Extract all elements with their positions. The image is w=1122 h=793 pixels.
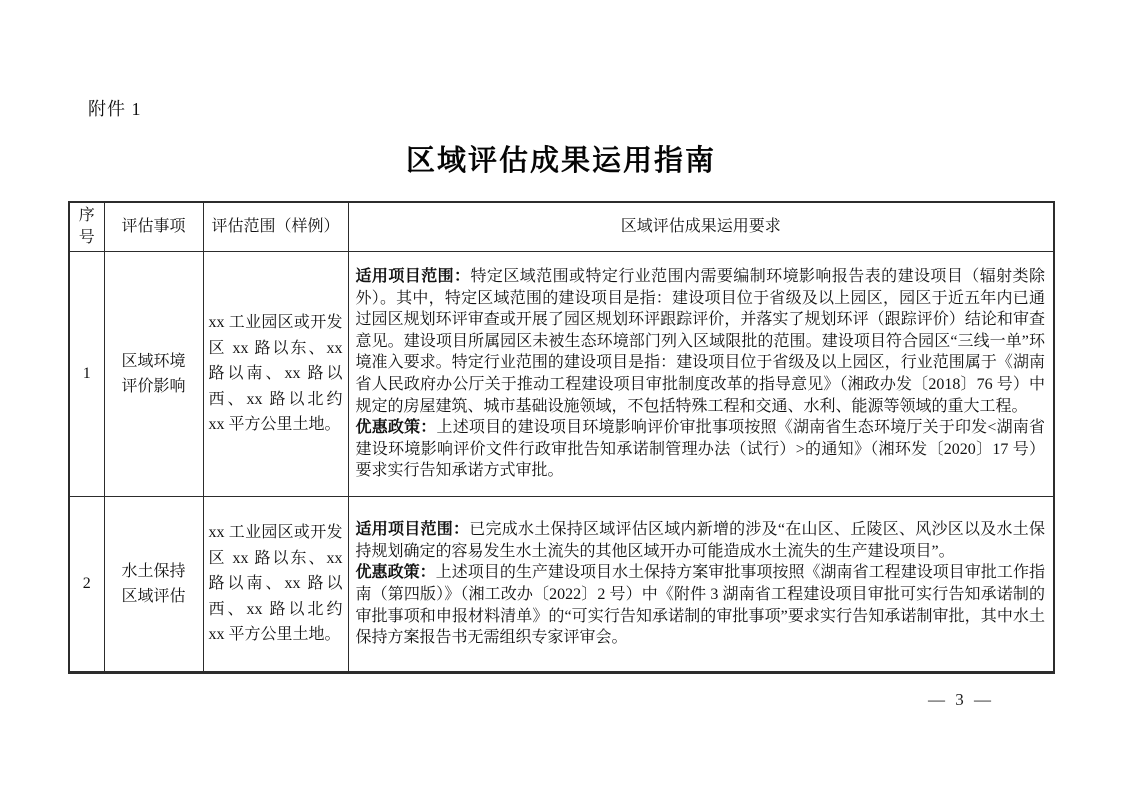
row1-policy-paragraph-text: 上述项目的建设项目环境影响评价审批事项按照《湖南省生态环境厅关于印发<湖南省建设环境影响评价文件行政审批告知承诺制管理办法（试行）>的通知》（湘环发〔2020〕17 号）要求实行告知承诺方式审批。 bbox=[355, 419, 1045, 480]
row2-item-line1: 水土保持 bbox=[121, 563, 186, 580]
row2-requirements-cell bbox=[348, 497, 1054, 673]
assessment-table bbox=[68, 201, 1055, 674]
row1-item-line1: 区域环境 bbox=[121, 353, 186, 370]
attachment-label: 附件 1 bbox=[88, 99, 142, 119]
page-title: 区域评估成果运用指南 bbox=[405, 145, 716, 177]
row1-scope-paragraph-label: 适用项目范围： bbox=[355, 268, 471, 286]
row2-scope-paragraph-text: 已完成水土保持区域评估区域内新增的涉及“在山区、丘陵区、风沙区以及水土保持规划确定的容易发生水土流失的其他区域开办可能造成水土流失的生产建设项目”。 bbox=[355, 521, 1045, 560]
row1-item-line2: 评价影响 bbox=[121, 378, 186, 395]
page-number: — 3 — bbox=[928, 690, 994, 709]
row2-scope-cell: xx 工业园区或开发区 xx 路以东、xx 路以南、xx 路以西、xx 路以北约 xx 平方公里土地。 bbox=[203, 497, 348, 673]
row1-item-cell bbox=[104, 252, 203, 497]
table-row bbox=[69, 252, 1054, 497]
column-header-scope: 评估范围（样例） bbox=[203, 202, 348, 252]
row1-scope-paragraph-text: 特定区域范围或特定行业范围内需要编制环境影响报告表的建设项目（辐射类除外）。其中，特定区域范围的建设项目是指：建设项目位于省级及以上园区，园区于近五年内已通过园区规划环评审查或开展了园区规划环评跟踪评价，并落实了规划环评（跟踪评价）结论和审查意见。建设项目所属园区未被生态环境部门列入区域限批的范围。建设项目符合园区“三线一单”环境准入要求。特定行业范围的建设项目是指：建设项目位于省级及以上园区，行业范围属于《湖南省人民政府办公厅关于推动工程建设项目审批制度改革的指导意见》（湘政办发〔2018〕76 号）中规定的房屋建筑、城市基础设施领域，不包括特殊工程和交通、水利、能源等领域的重大工程。 bbox=[355, 268, 1045, 415]
row1-policy-paragraph-label: 优惠政策： bbox=[355, 419, 437, 437]
column-header-item: 评估事项 bbox=[104, 202, 203, 252]
row2-scope-paragraph-label: 适用项目范围： bbox=[355, 521, 470, 539]
row1-scope-paragraph bbox=[356, 266, 1046, 417]
column-header-no: 序号 bbox=[69, 202, 104, 252]
row2-policy-paragraph-label: 优惠政策： bbox=[355, 564, 436, 582]
row1-policy-paragraph bbox=[356, 417, 1046, 482]
row2-item-cell bbox=[104, 497, 203, 673]
row2-policy-paragraph bbox=[356, 562, 1046, 648]
table-row bbox=[69, 497, 1054, 673]
row2-item-line2: 区域评估 bbox=[121, 588, 186, 605]
table-header-row bbox=[69, 202, 1054, 252]
row2-number-cell: 2 bbox=[69, 497, 104, 673]
row1-number-cell: 1 bbox=[69, 252, 104, 497]
row1-requirements-cell bbox=[348, 252, 1054, 497]
row2-scope-paragraph bbox=[356, 519, 1046, 562]
row2-policy-paragraph-text: 上述项目的生产建设项目水土保持方案审批事项按照《湖南省工程建设项目审批工作指南（第四版）》（湘工改办〔2022〕2 号）中《附件 3 湖南省工程建设项目审批可实行告知承诺制的审批事项和申报材料清单》的“可实行告知承诺制的审批事项”要求实行告知承诺制审批，其中水土保持方案报告书无需组织专家评审会。 bbox=[355, 564, 1045, 647]
column-header-requirements: 区域评估成果运用要求 bbox=[348, 202, 1054, 252]
row1-scope-cell: xx 工业园区或开发区 xx 路以东、xx 路以南、xx 路以西、xx 路以北约 xx 平方公里土地。 bbox=[203, 252, 348, 497]
